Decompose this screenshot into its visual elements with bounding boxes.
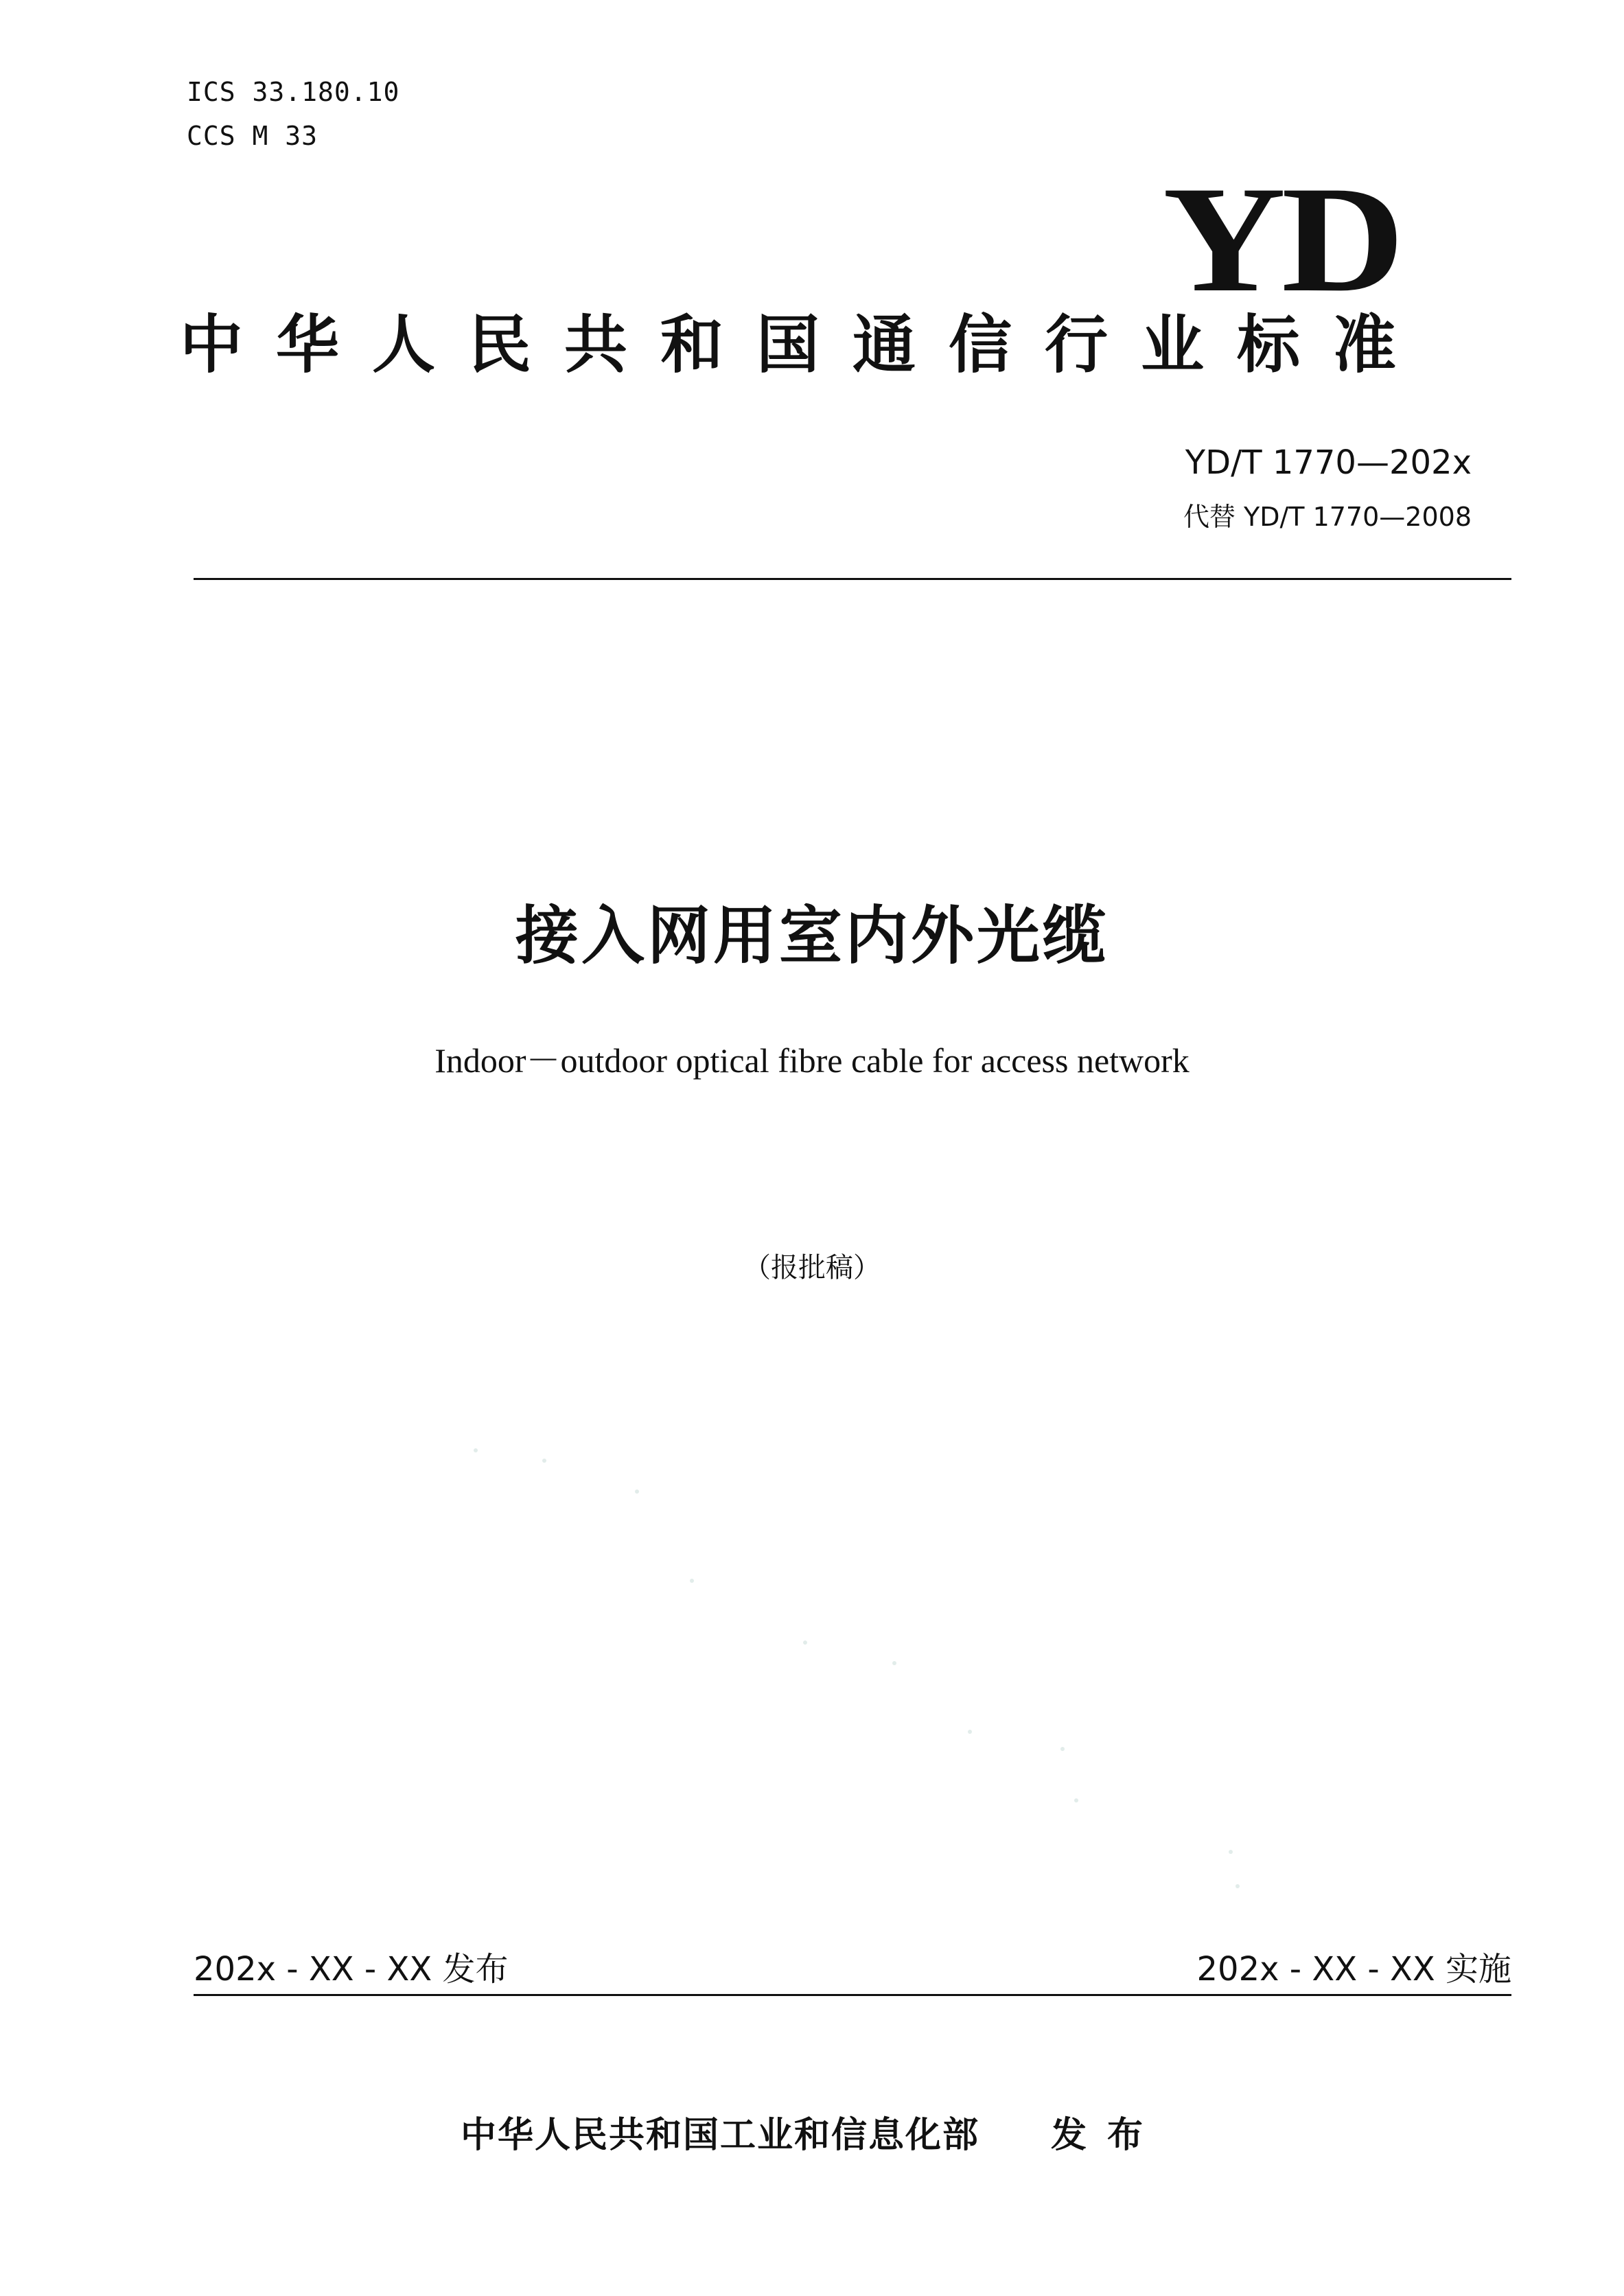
document-title-english: Indoor－outdoor optical fibre cable for access network [434, 1041, 1190, 1080]
publisher-action: 发布 [1051, 2115, 1164, 2156]
publisher-line [0, 2106, 1624, 2157]
publisher-organization: 中华人民共和国工业和信息化部 [460, 2115, 979, 2156]
issue-date: 202x - XX - XX 发布 [194, 1950, 509, 1988]
implementation-date: 202x - XX - XX 实施 [1196, 1950, 1511, 1988]
date-divider [194, 1994, 1511, 1996]
yd-logo: YD [1163, 155, 1400, 324]
standard-number: YD/T 1770—202x [1185, 443, 1472, 482]
header-divider [194, 578, 1511, 580]
standard-category-title: 中华人民共和国通信行业标准 [180, 308, 1430, 382]
ccs-code: CCS M 33 [187, 121, 318, 151]
document-title-chinese: 接入网用室内外光缆 [515, 899, 1109, 973]
ics-code: ICS 33.180.10 [187, 77, 400, 107]
draft-status: （报批稿） [743, 1252, 881, 1284]
replaces-standard: 代替 YD/T 1770—2008 [1183, 502, 1472, 532]
